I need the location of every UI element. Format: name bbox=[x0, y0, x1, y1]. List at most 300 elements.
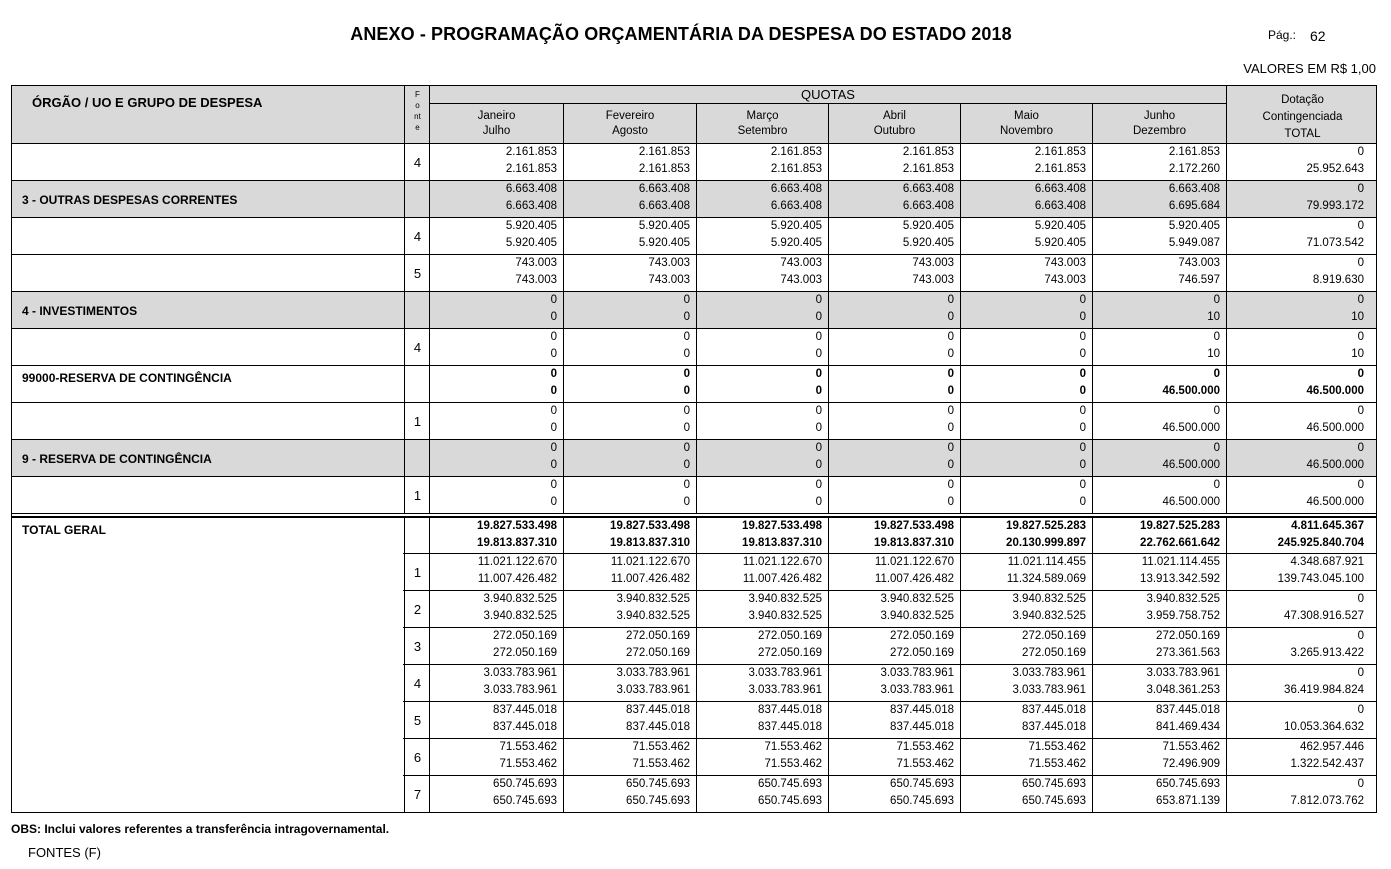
month-name: Novembro bbox=[999, 125, 1054, 137]
value-cell bbox=[1226, 181, 1378, 217]
value-cell bbox=[696, 739, 828, 775]
value-cell bbox=[429, 440, 563, 476]
value-bottom: 743.003 bbox=[780, 274, 822, 286]
value-cell bbox=[960, 739, 1092, 775]
value-top: 743.003 bbox=[912, 257, 954, 269]
value-cell bbox=[960, 144, 1092, 180]
value-cell bbox=[960, 665, 1092, 701]
value-bottom: 6.663.408 bbox=[638, 200, 690, 212]
value-top: 6.663.408 bbox=[1168, 183, 1220, 195]
value-cell bbox=[960, 329, 1092, 365]
value-bottom: 743.003 bbox=[912, 274, 954, 286]
group-row bbox=[11, 181, 1377, 218]
value-bottom: 3.033.783.961 bbox=[616, 684, 690, 696]
group-row bbox=[11, 366, 1377, 403]
value-bottom: 71.073.542 bbox=[1306, 237, 1364, 249]
row-label: 4 - INVESTIMENTOS bbox=[22, 304, 138, 318]
value-cell bbox=[563, 739, 696, 775]
value-top: 0 bbox=[1357, 257, 1364, 269]
value-top: 0 bbox=[1357, 146, 1364, 158]
value-cell bbox=[1092, 665, 1226, 701]
value-bottom: 72.496.909 bbox=[1162, 758, 1220, 770]
value-bottom: 6.663.408 bbox=[505, 200, 557, 212]
value-top: 0 bbox=[1213, 479, 1220, 491]
value-top: 3.033.783.961 bbox=[1146, 667, 1220, 679]
value-bottom: 19.813.837.310 bbox=[742, 537, 822, 549]
value-cell bbox=[828, 518, 960, 553]
value-bottom: 22.762.661.642 bbox=[1140, 537, 1220, 549]
value-bottom: 5.920.405 bbox=[1034, 237, 1086, 249]
value-cell bbox=[1226, 554, 1378, 590]
value-top: 19.827.533.498 bbox=[742, 520, 822, 532]
value-bottom: 0 bbox=[550, 385, 557, 397]
value-cell bbox=[960, 440, 1092, 476]
quotas-header: QUOTAS bbox=[429, 86, 1226, 104]
value-cell bbox=[563, 554, 696, 590]
value-bottom: 0 bbox=[1079, 422, 1086, 434]
value-cell bbox=[1226, 255, 1378, 291]
value-bottom: 3.940.832.525 bbox=[483, 610, 557, 622]
value-top: 0 bbox=[550, 479, 557, 491]
value-bottom: 0 bbox=[947, 348, 954, 360]
value-cell bbox=[1092, 477, 1226, 513]
page-number: 62 bbox=[1310, 28, 1326, 44]
value-top: 743.003 bbox=[1178, 257, 1220, 269]
value-bottom: 0 bbox=[815, 422, 822, 434]
value-top: 3.033.783.961 bbox=[880, 667, 954, 679]
value-top: 837.445.018 bbox=[1156, 704, 1220, 716]
value-cell bbox=[696, 366, 828, 402]
value-top: 743.003 bbox=[648, 257, 690, 269]
value-cell bbox=[696, 628, 828, 664]
value-cell bbox=[1226, 776, 1378, 812]
value-bottom: 11.007.426.482 bbox=[874, 573, 954, 585]
total-fonte-row bbox=[11, 739, 1377, 776]
value-bottom: 71.553.462 bbox=[1028, 758, 1086, 770]
row-label: TOTAL GERAL bbox=[22, 523, 106, 537]
value-cell bbox=[563, 702, 696, 738]
value-cell bbox=[563, 329, 696, 365]
fonte-row bbox=[11, 477, 1377, 514]
value-cell bbox=[828, 218, 960, 254]
value-bottom: 46.500.000 bbox=[1306, 496, 1364, 508]
value-cell bbox=[828, 329, 960, 365]
value-bottom: 3.265.913.422 bbox=[1290, 647, 1364, 659]
fonte-value: 2 bbox=[413, 602, 422, 617]
value-top: 5.920.405 bbox=[638, 220, 690, 232]
value-top: 0 bbox=[683, 331, 690, 343]
value-bottom: 0 bbox=[1079, 496, 1086, 508]
value-top: 19.827.533.498 bbox=[610, 520, 690, 532]
value-top: 0 bbox=[1357, 294, 1364, 306]
dotacao-header bbox=[1226, 86, 1378, 143]
value-cell bbox=[960, 218, 1092, 254]
value-cell bbox=[429, 329, 563, 365]
value-cell bbox=[429, 518, 563, 553]
value-bottom: 0 bbox=[815, 496, 822, 508]
group-row bbox=[11, 440, 1377, 477]
table-header bbox=[11, 85, 1377, 144]
value-cell bbox=[828, 776, 960, 812]
value-bottom: 0 bbox=[815, 459, 822, 471]
value-top: 743.003 bbox=[1044, 257, 1086, 269]
value-top: 6.663.408 bbox=[770, 183, 822, 195]
value-top: 0 bbox=[947, 479, 954, 491]
month-name: Dezembro bbox=[1132, 125, 1187, 137]
fonte-row bbox=[11, 329, 1377, 366]
dotacao-label: TOTAL bbox=[1284, 128, 1321, 140]
value-bottom: 272.050.169 bbox=[1022, 647, 1086, 659]
value-bottom: 0 bbox=[550, 422, 557, 434]
value-bottom: 46.500.000 bbox=[1162, 385, 1220, 397]
value-cell bbox=[429, 477, 563, 513]
value-top: 837.445.018 bbox=[758, 704, 822, 716]
value-bottom: 0 bbox=[683, 348, 690, 360]
value-bottom: 0 bbox=[947, 385, 954, 397]
value-cell bbox=[1226, 366, 1378, 402]
value-bottom: 0 bbox=[815, 348, 822, 360]
value-cell bbox=[960, 255, 1092, 291]
value-top: 11.021.122.670 bbox=[477, 556, 557, 568]
value-cell bbox=[828, 665, 960, 701]
value-cell bbox=[696, 776, 828, 812]
value-top: 3.033.783.961 bbox=[483, 667, 557, 679]
value-top: 0 bbox=[1079, 442, 1086, 454]
value-bottom: 0 bbox=[947, 496, 954, 508]
value-bottom: 46.500.000 bbox=[1162, 422, 1220, 434]
value-top: 6.663.408 bbox=[1034, 183, 1086, 195]
value-cell bbox=[1092, 702, 1226, 738]
row-label: 3 - OUTRAS DESPESAS CORRENTES bbox=[22, 193, 238, 207]
fonte-cell bbox=[404, 591, 429, 627]
value-cell bbox=[563, 776, 696, 812]
value-bottom: 11.007.426.482 bbox=[742, 573, 822, 585]
value-top: 19.827.525.283 bbox=[1140, 520, 1220, 532]
value-bottom: 11.007.426.482 bbox=[610, 573, 690, 585]
value-cell bbox=[429, 366, 563, 402]
value-bottom: 3.940.832.525 bbox=[616, 610, 690, 622]
value-top: 5.920.405 bbox=[770, 220, 822, 232]
value-cell bbox=[696, 665, 828, 701]
value-top: 0 bbox=[1357, 593, 1364, 605]
value-bottom: 650.745.693 bbox=[1022, 795, 1086, 807]
fonte-cell bbox=[404, 776, 429, 812]
value-bottom: 20.130.999.897 bbox=[1006, 537, 1086, 549]
fonte-cell bbox=[404, 292, 429, 328]
value-cell bbox=[828, 255, 960, 291]
fonte-header-cell bbox=[404, 86, 429, 143]
value-bottom: 3.940.832.525 bbox=[1012, 610, 1086, 622]
value-top: 650.745.693 bbox=[493, 778, 557, 790]
value-bottom: 0 bbox=[550, 459, 557, 471]
value-cell bbox=[429, 144, 563, 180]
obs-note: OBS: Inclui valores referentes a transferência intragovernamental. bbox=[11, 822, 390, 836]
value-bottom: 71.553.462 bbox=[764, 758, 822, 770]
value-top: 2.161.853 bbox=[1034, 146, 1086, 158]
value-bottom: 245.925.840.704 bbox=[1277, 537, 1364, 549]
month-name: Setembro bbox=[737, 125, 788, 137]
value-bottom: 5.920.405 bbox=[902, 237, 954, 249]
fonte-cell bbox=[404, 628, 429, 664]
value-bottom: 0 bbox=[683, 496, 690, 508]
value-bottom: 46.500.000 bbox=[1162, 496, 1220, 508]
value-cell bbox=[1092, 255, 1226, 291]
value-bottom: 0 bbox=[683, 422, 690, 434]
value-bottom: 6.663.408 bbox=[1034, 200, 1086, 212]
value-cell bbox=[696, 702, 828, 738]
value-cell bbox=[1226, 292, 1378, 328]
value-top: 0 bbox=[815, 442, 822, 454]
value-bottom: 0 bbox=[815, 385, 822, 397]
value-cell bbox=[563, 403, 696, 439]
total-fonte-row bbox=[11, 628, 1377, 665]
value-top: 3.033.783.961 bbox=[616, 667, 690, 679]
value-bottom: 0 bbox=[1079, 385, 1086, 397]
value-top: 0 bbox=[1357, 405, 1364, 417]
value-top: 0 bbox=[550, 442, 557, 454]
value-bottom: 2.161.853 bbox=[638, 163, 690, 175]
value-cell bbox=[429, 665, 563, 701]
value-bottom: 6.663.408 bbox=[902, 200, 954, 212]
value-bottom: 8.919.630 bbox=[1312, 274, 1364, 286]
value-cell bbox=[828, 477, 960, 513]
value-bottom: 2.161.853 bbox=[505, 163, 557, 175]
value-top: 462.957.446 bbox=[1300, 741, 1364, 753]
value-cell bbox=[960, 181, 1092, 217]
value-top: 3.940.832.525 bbox=[483, 593, 557, 605]
value-bottom: 46.500.000 bbox=[1306, 459, 1364, 471]
value-bottom: 2.172.260 bbox=[1168, 163, 1220, 175]
value-top: 0 bbox=[550, 405, 557, 417]
fonte-value: 4 bbox=[413, 676, 422, 691]
value-top: 11.021.114.455 bbox=[1141, 556, 1220, 568]
fonte-value: 1 bbox=[413, 565, 422, 580]
value-cell bbox=[960, 366, 1092, 402]
value-bottom: 743.003 bbox=[1044, 274, 1086, 286]
value-top: 0 bbox=[683, 442, 690, 454]
value-top: 0 bbox=[1213, 368, 1220, 380]
value-top: 0 bbox=[815, 405, 822, 417]
value-bottom: 837.445.018 bbox=[1022, 721, 1086, 733]
value-top: 0 bbox=[683, 294, 690, 306]
value-cell bbox=[1092, 554, 1226, 590]
value-top: 0 bbox=[947, 405, 954, 417]
value-top: 0 bbox=[1079, 294, 1086, 306]
value-bottom: 10 bbox=[1207, 311, 1220, 323]
value-bottom: 0 bbox=[683, 385, 690, 397]
total-fonte-row bbox=[11, 776, 1377, 813]
value-bottom: 1.322.542.437 bbox=[1290, 758, 1364, 770]
value-cell bbox=[429, 554, 563, 590]
fonte-value: 5 bbox=[413, 266, 422, 281]
value-cell bbox=[429, 255, 563, 291]
fonte-value: 4 bbox=[413, 340, 422, 355]
value-top: 650.745.693 bbox=[626, 778, 690, 790]
value-bottom: 2.161.853 bbox=[1034, 163, 1086, 175]
value-bottom: 19.813.837.310 bbox=[610, 537, 690, 549]
value-top: 0 bbox=[550, 331, 557, 343]
value-top: 3.940.832.525 bbox=[1012, 593, 1086, 605]
fonte-value: 1 bbox=[413, 488, 422, 503]
fonte-row bbox=[11, 255, 1377, 292]
value-bottom: 71.553.462 bbox=[632, 758, 690, 770]
value-cell bbox=[563, 591, 696, 627]
value-bottom: 5.920.405 bbox=[638, 237, 690, 249]
value-bottom: 3.940.832.525 bbox=[748, 610, 822, 622]
value-bottom: 11.324.589.069 bbox=[1006, 573, 1086, 585]
value-bottom: 0 bbox=[683, 311, 690, 323]
value-bottom: 19.813.837.310 bbox=[874, 537, 954, 549]
value-bottom: 19.813.837.310 bbox=[477, 537, 557, 549]
value-cell bbox=[563, 366, 696, 402]
value-cell bbox=[828, 181, 960, 217]
value-cell bbox=[828, 440, 960, 476]
value-bottom: 13.913.342.592 bbox=[1140, 573, 1220, 585]
value-top: 5.920.405 bbox=[902, 220, 954, 232]
value-bottom: 5.920.405 bbox=[770, 237, 822, 249]
value-cell bbox=[563, 144, 696, 180]
value-bottom: 10.053.364.632 bbox=[1284, 721, 1364, 733]
value-cell bbox=[1226, 739, 1378, 775]
month-header-0 bbox=[429, 104, 563, 145]
total-fonte-row bbox=[11, 554, 1377, 591]
value-top: 0 bbox=[815, 479, 822, 491]
value-bottom: 79.993.172 bbox=[1306, 200, 1364, 212]
month-name: Março bbox=[746, 110, 779, 122]
total-row bbox=[11, 517, 1377, 554]
fonte-cell bbox=[404, 403, 429, 439]
value-top: 0 bbox=[1357, 183, 1364, 195]
value-bottom: 837.445.018 bbox=[493, 721, 557, 733]
fonte-row bbox=[11, 144, 1377, 181]
value-bottom: 743.003 bbox=[648, 274, 690, 286]
value-top: 0 bbox=[815, 368, 822, 380]
value-top: 71.553.462 bbox=[632, 741, 690, 753]
fonte-value: 7 bbox=[413, 787, 422, 802]
value-top: 0 bbox=[683, 368, 690, 380]
value-top: 3.940.832.525 bbox=[880, 593, 954, 605]
value-top: 0 bbox=[1357, 331, 1364, 343]
value-bottom: 10 bbox=[1207, 348, 1220, 360]
value-bottom: 650.745.693 bbox=[626, 795, 690, 807]
value-top: 0 bbox=[1213, 331, 1220, 343]
fonte-cell bbox=[404, 144, 429, 180]
fonte-value: 4 bbox=[413, 155, 422, 170]
value-bottom: 5.920.405 bbox=[505, 237, 557, 249]
value-top: 0 bbox=[947, 442, 954, 454]
value-top: 19.827.533.498 bbox=[874, 520, 954, 532]
fonte-cell bbox=[404, 477, 429, 513]
value-top: 743.003 bbox=[515, 257, 557, 269]
value-cell bbox=[696, 329, 828, 365]
value-bottom: 746.597 bbox=[1178, 274, 1220, 286]
value-top: 272.050.169 bbox=[1022, 630, 1086, 642]
value-cell bbox=[563, 181, 696, 217]
value-cell bbox=[429, 292, 563, 328]
value-cell bbox=[960, 477, 1092, 513]
value-cell bbox=[429, 218, 563, 254]
value-bottom: 0 bbox=[947, 422, 954, 434]
orgao-header: ÓRGÃO / UO E GRUPO DE DESPESA bbox=[32, 95, 263, 110]
fonte-cell bbox=[404, 329, 429, 365]
value-cell bbox=[960, 591, 1092, 627]
value-cell bbox=[1092, 366, 1226, 402]
value-top: 5.920.405 bbox=[1168, 220, 1220, 232]
month-name: Julho bbox=[482, 125, 511, 137]
dotacao-label: Dotação bbox=[1281, 94, 1324, 106]
value-cell bbox=[1226, 218, 1378, 254]
month-header-1 bbox=[563, 104, 696, 145]
month-header-2 bbox=[696, 104, 828, 145]
value-bottom: 0 bbox=[550, 348, 557, 360]
value-top: 0 bbox=[1079, 405, 1086, 417]
value-top: 71.553.462 bbox=[896, 741, 954, 753]
value-cell bbox=[828, 144, 960, 180]
value-bottom: 139.743.045.100 bbox=[1277, 573, 1364, 585]
value-bottom: 46.500.000 bbox=[1162, 459, 1220, 471]
row-label: 99000-RESERVA DE CONTINGÊNCIA bbox=[22, 371, 232, 385]
value-top: 650.745.693 bbox=[1022, 778, 1086, 790]
value-cell bbox=[828, 366, 960, 402]
month-header-4 bbox=[960, 104, 1092, 145]
value-bottom: 47.308.916.527 bbox=[1284, 610, 1364, 622]
value-top: 0 bbox=[1079, 331, 1086, 343]
value-top: 743.003 bbox=[780, 257, 822, 269]
value-cell bbox=[1092, 181, 1226, 217]
value-cell bbox=[828, 403, 960, 439]
value-top: 0 bbox=[683, 479, 690, 491]
value-bottom: 0 bbox=[1079, 348, 1086, 360]
value-cell bbox=[1092, 144, 1226, 180]
value-top: 0 bbox=[1357, 479, 1364, 491]
fonte-row bbox=[11, 218, 1377, 255]
value-top: 0 bbox=[815, 294, 822, 306]
value-bottom: 3.959.758.752 bbox=[1146, 610, 1220, 622]
value-cell bbox=[1092, 440, 1226, 476]
value-cell bbox=[696, 554, 828, 590]
value-top: 6.663.408 bbox=[505, 183, 557, 195]
value-cell bbox=[828, 292, 960, 328]
value-cell bbox=[1226, 403, 1378, 439]
value-bottom: 3.033.783.961 bbox=[748, 684, 822, 696]
fonte-cell bbox=[404, 440, 429, 476]
fonte-cell bbox=[404, 739, 429, 775]
value-bottom: 3.033.783.961 bbox=[483, 684, 557, 696]
value-top: 71.553.462 bbox=[499, 741, 557, 753]
fonte-row bbox=[11, 403, 1377, 440]
value-bottom: 3.033.783.961 bbox=[880, 684, 954, 696]
value-cell bbox=[1092, 739, 1226, 775]
value-bottom: 0 bbox=[550, 311, 557, 323]
value-cell bbox=[828, 739, 960, 775]
value-top: 272.050.169 bbox=[890, 630, 954, 642]
value-cell bbox=[563, 477, 696, 513]
value-cell bbox=[696, 518, 828, 553]
value-bottom: 837.445.018 bbox=[758, 721, 822, 733]
value-bottom: 36.419.984.824 bbox=[1284, 684, 1364, 696]
value-top: 11.021.122.670 bbox=[610, 556, 690, 568]
budget-table bbox=[11, 85, 1377, 813]
value-cell bbox=[429, 776, 563, 812]
value-bottom: 2.161.853 bbox=[902, 163, 954, 175]
value-top: 3.940.832.525 bbox=[1146, 593, 1220, 605]
value-bottom: 272.050.169 bbox=[626, 647, 690, 659]
fonte-cell bbox=[404, 218, 429, 254]
value-top: 6.663.408 bbox=[638, 183, 690, 195]
value-top: 2.161.853 bbox=[902, 146, 954, 158]
value-bottom: 0 bbox=[947, 459, 954, 471]
value-cell bbox=[960, 554, 1092, 590]
